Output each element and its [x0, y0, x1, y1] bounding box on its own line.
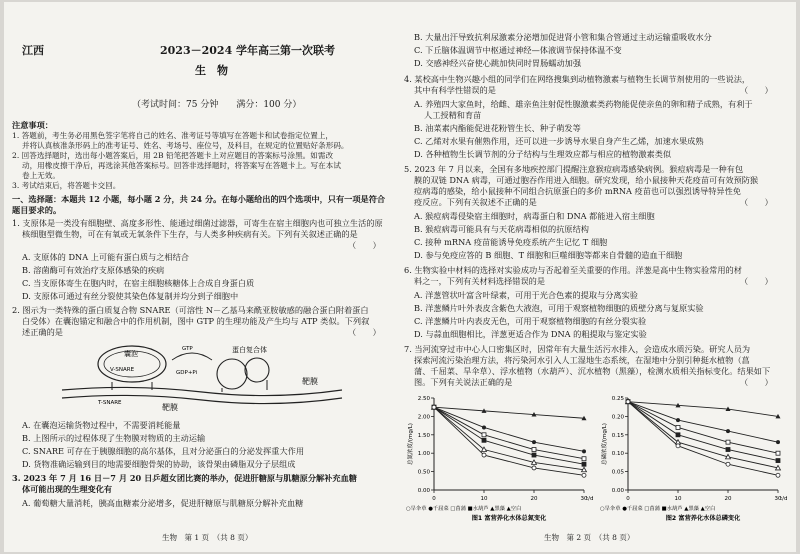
data-point: [726, 440, 730, 444]
x-tick-label: 20: [530, 496, 538, 502]
y-tick-label: 2.50: [417, 396, 430, 402]
complex-label: 蛋白复合体: [232, 346, 267, 354]
gtp-label: GTP: [182, 346, 193, 352]
data-point: [776, 473, 780, 477]
data-point: [726, 448, 730, 452]
data-point: [482, 453, 486, 457]
notes-line: 动，用橡皮擦干净后，再选涂其他答案标号。回答非选择题时，将答案写在答题卡上。写在本试: [22, 161, 341, 170]
data-point: [482, 438, 486, 442]
chart-title: 图2 富营养化水体总磷变化: [665, 515, 741, 522]
notes-line: 1. 答题前，考生务必用黑色签字笔将自己的姓名、准考证号等填写在答题卡和试卷指定位置上，: [12, 131, 333, 140]
data-point: [532, 453, 536, 457]
chart-legend: ○旱伞草 ●千屈菜 □菖蒲 ■水葫芦 ▲黑藻 ▲空白: [600, 506, 716, 512]
data-point: [626, 400, 630, 404]
data-point: [676, 444, 680, 448]
snare-diagram: [52, 340, 352, 412]
section-heading: 一、选择题：本题共 12 小题，每小题 2 分，共 24 分。在每小题给出的四个选项中，只有一项是符合: [12, 194, 386, 204]
page-footer: 生物 第 2 页 （共 8 页）: [544, 533, 635, 542]
q1-option-c: C. 当支原体寄生在胞内时，在宿主细胞核糖体上合成自身蛋白质: [22, 278, 255, 288]
x-axis-label: t/d: [780, 496, 788, 502]
y-tick-label: 0.10: [611, 451, 624, 458]
q7-stem: 探索河流污染治理方法，将污染河水引入人工湿地生态系统，在湿地中分别引种挺水植物（菖: [414, 355, 750, 365]
q4-stem: 其中有科学性错误的是: [414, 85, 496, 95]
series-line: [434, 407, 584, 475]
notes-line: 卷上无效。: [22, 171, 60, 180]
y-tick-label: 0.15: [611, 432, 624, 439]
q5-stem: 疫反应。下列有关叙述不正确的是: [414, 197, 537, 207]
y-tick-label: 0.00: [611, 488, 624, 494]
data-point: [726, 462, 730, 466]
answer-bracket: （ ）: [740, 377, 773, 387]
data-point: [582, 449, 586, 453]
q7-stem: 图。下列有关说法正确的是: [414, 377, 513, 387]
q5-option-b: B. 猴痘病毒可能具有与天花病毒相似的抗原结构: [414, 224, 589, 234]
q5-stem: 5. 2023 年 7 月以来，全国有多地疾控部门提醒注意猴痘病毒感染病例。猴痘病毒是一种有包: [404, 164, 744, 174]
data-point: [726, 429, 730, 433]
q5-option-c: C. 接种 mRNA 疫苗能诱导免疫系统产生记忆 T 细胞: [414, 237, 608, 247]
q3-option-a: A. 葡萄糖大量消耗，胰高血糖素分泌增多，促进肝糖原与肌糖原分解补充血糖: [22, 498, 304, 508]
answer-bracket: （ ）: [348, 240, 381, 250]
q2-option-d: D. 货物准确运输到目的地需要细胞骨架的协助，该骨架由磷脂双分子层组成: [22, 459, 296, 469]
q3-option-d: D. 交感神经兴奋使心跳加快同时胃肠蠕动加强: [414, 58, 582, 68]
y-tick-label: 1.50: [417, 432, 430, 439]
q5-option-a: A. 猴痘病毒侵染宿主细胞时，病毒蛋白和 DNA 都能进入宿主细胞: [414, 211, 655, 221]
q1-stem: 核细胞型微生物，可在有氧或无氧条件下生存，与人类多种疾病有关。下列有关叙述正确的是: [22, 229, 358, 239]
notes-line: 2. 回答选择题时，选出每小题答案后，用 2B 铅笔把答题卡上对应题目的答案标号涂黑。如需改: [12, 151, 334, 160]
data-point: [582, 473, 586, 477]
exam-sheet: [4, 2, 796, 552]
q7-stem: 蒲、千屈菜、旱伞草）、浮水植物（水葫芦）、沉水植物（黑藻），检测水质相关指标变化。结果如下: [414, 366, 771, 376]
data-point: [532, 448, 536, 452]
y-tick-label: 0.50: [417, 469, 430, 476]
data-point: [776, 440, 780, 444]
q3-option-b: B. 大量出汗导致抗利尿激素分泌增加促进肾小管和集合管通过主动运输重吸收水分: [414, 32, 712, 42]
x-tick-label: 10: [480, 496, 488, 502]
x-tick-label: 20: [724, 496, 732, 502]
subject-title: 生 物: [195, 64, 228, 77]
q2-option-a: A. 在囊泡运输货物过程中，不需要消耗能量: [22, 420, 181, 430]
y-tick-label: 0.20: [611, 414, 624, 421]
q4-option-a: A. 养殖四大家鱼时，给雌、雄亲鱼注射促性腺激素类药物能促使亲鱼的卵和精子成熟，有利于: [414, 99, 753, 109]
q5-option-d: D. 参与免疫应答的 B 细胞、T 细胞和巨噬细胞等都来自骨髓的造血干细胞: [414, 250, 683, 260]
exam-info: （考试时间：75 分钟 满分：100 分）: [132, 100, 302, 110]
q1-option-b: B. 溶菌酶可有效治疗支原体感染的疾病: [22, 265, 165, 275]
reaction-arrow: [172, 353, 212, 360]
gdp-label: GDP+Pi: [176, 370, 198, 376]
chart-legend: ○旱伞草 ●千屈菜 □菖蒲 ■水葫芦 ▲黑藻 ▲空白: [406, 506, 522, 512]
q1-option-d: D. 支原体可通过有丝分裂使其染色体复制并均分到子细胞中: [22, 291, 239, 301]
section-heading: 题目要求的。: [12, 205, 62, 215]
data-point: [582, 457, 586, 461]
data-point: [482, 425, 486, 429]
x-tick-label: 30: [774, 496, 782, 502]
y-axis-label: 总氮浓度/(mg/L): [408, 423, 414, 465]
q6-option-b: B. 洋葱鳞片叶外表皮含紫色大液泡，可用于观察植物细胞的质壁分离与复原实验: [414, 303, 704, 313]
q7-stem: 7. 当河流穿过市中心人口密集区时，因常年有大量生活污水排入，会造成水质污染。研究人员为: [404, 344, 751, 354]
data-point: [676, 418, 680, 422]
series-line: [628, 402, 778, 417]
q3-stem: 体可能出现的生理变化有: [22, 484, 113, 494]
q6-option-a: A. 洋葱管状叶富含叶绿素，可用于光合色素的提取与分离实验: [414, 290, 638, 300]
notes-line: 并将认真核准条形码上的准考证号、姓名、考场号、座位号，及科目，在规定的位置贴好条形码。: [22, 141, 349, 150]
left-column: [12, 2, 400, 552]
q3-stem: 3. 2023 年 7 月 16 日－7 月 20 日乒超女团比赛的举办，促进肝糖原与肌糖原分解补充血糖: [12, 473, 357, 483]
x-tick-label: 0: [626, 496, 630, 502]
q2-stem: 白受体）在囊泡锚定和融合中的作用机制，图中 GTP 的生理功能及产生均与 ATP 类似。下列叙: [22, 316, 370, 326]
q4-option-a-cont: 人工授精和育苗: [424, 110, 482, 120]
q6-stem: 料之一，下列有关材料选择错误的是: [414, 276, 546, 286]
chart-title: 图1 富营养化水体总氮变化: [471, 515, 547, 522]
tsnare-label: T-SNARE: [98, 400, 122, 406]
data-point: [676, 433, 680, 437]
answer-bracket: （ ）: [348, 327, 381, 337]
protein-complex-shape: [217, 359, 247, 389]
x-tick-label: 30: [580, 496, 588, 502]
q6-stem: 6. 生物实验中材料的选择对实验成功与否起着至关重要的作用。洋葱是高中生物实验常用的材: [404, 265, 742, 275]
q4-option-b: B. 油菜素内酯能促进花粉管生长、种子萌发等: [414, 123, 581, 133]
q3-option-c: C. 下丘脑体温调节中枢通过神经—体液调节保持体温不变: [414, 45, 622, 55]
page-footer: 生物 第 1 页 （共 8 页）: [162, 533, 253, 542]
exam-title: 2023－2024 学年高三第一次联考: [160, 44, 336, 57]
data-point: [482, 433, 486, 437]
y-tick-label: 2.00: [417, 414, 430, 421]
q2-option-c: C. SNARE 可存在于胰腺细胞的高尔基体，且对分泌蛋白的分泌发挥重大作用: [22, 446, 305, 456]
q2-option-b: B. 上图所示的过程体现了生物膜对物质的主动运输: [22, 433, 206, 443]
series-line: [628, 402, 778, 461]
x-tick-label: 10: [674, 496, 682, 502]
x-axis-label: t/d: [586, 496, 594, 502]
total-nitrogen-chart: [404, 390, 594, 530]
y-tick-label: 0.00: [417, 488, 430, 494]
q5-stem: 痘病毒的感染，给小鼠接种不同组合抗原蛋白的多价 mRNA 疫苗也可以强烈诱导特异性免: [414, 186, 741, 196]
q5-stem: 膜的双链 DNA 病毒，可通过胞吞作用进入细胞。研究发现，给小鼠接种天花疫苗可有效预防猴: [414, 175, 759, 185]
protein-complex-shape: [245, 358, 269, 382]
y-tick-label: 0.25: [611, 396, 624, 402]
x-tick-label: 0: [432, 496, 436, 502]
data-point: [532, 466, 536, 470]
data-point: [776, 459, 780, 463]
vesicle-label: 囊泡: [124, 350, 138, 358]
total-phosphorus-chart: [598, 390, 788, 530]
data-point: [582, 462, 586, 466]
series-line: [628, 402, 778, 454]
series-line: [434, 407, 584, 459]
notes-title: 注意事项：: [12, 120, 53, 130]
answer-bracket: （ ）: [740, 197, 773, 207]
q4-option-c: C. 乙烯对水果有催熟作用，还可以进一步诱导水果自身产生乙烯，加速水果成熟: [414, 136, 704, 146]
q6-option-d: D. 与蒜血细胞相比，洋葱更适合作为 DNA 的粗提取与鉴定实验: [414, 329, 647, 339]
q2-stem: 2. 图示为一类特殊的蛋白质复合物 SNARE（可溶性 N－乙基马来酰亚胺敏感的融合蛋白附着蛋白: [12, 305, 369, 315]
data-point: [532, 440, 536, 444]
membrane-label: 靶膜: [162, 403, 178, 412]
membrane-label: 靶膜: [302, 377, 318, 386]
q6-option-c: C. 洋葱鳞片叶内表皮无色，可用于观察植物细胞的有丝分裂实验: [414, 316, 647, 326]
y-tick-label: 0.05: [611, 469, 624, 476]
data-point: [776, 451, 780, 455]
q2-stem: 述正确的是: [22, 327, 63, 337]
q4-stem: 4. 某校高中生物兴趣小组的同学们在网络搜集到动植物激素与植物生长调节剂使用的一些说法，: [404, 74, 751, 84]
notes-line: 3. 考试结束后，将答题卡交回。: [12, 181, 121, 190]
q4-option-d: D. 各种植物生长调节剂的分子结构与生理效应都与相应的植物激素类似: [414, 149, 672, 159]
right-column: [404, 2, 792, 552]
data-point: [432, 405, 436, 409]
target-membrane-line: [62, 387, 342, 395]
q1-stem: 1. 支原体是一类没有细胞壁、高度多形性、能通过细菌过滤器，可寄生在宿主细胞内也可独立生活的原: [12, 218, 383, 228]
y-tick-label: 1.00: [417, 451, 430, 458]
data-point: [676, 425, 680, 429]
vsnare-label: V-SNARE: [110, 367, 135, 373]
region-label: 江西: [22, 44, 44, 57]
q1-option-a: A. 支原体的 DNA 上可能有蛋白质与之相结合: [22, 252, 189, 262]
answer-bracket: （ ）: [740, 85, 773, 95]
answer-bracket: （ ）: [740, 276, 773, 286]
y-axis-label: 总磷浓度/(mg/L): [602, 423, 608, 465]
